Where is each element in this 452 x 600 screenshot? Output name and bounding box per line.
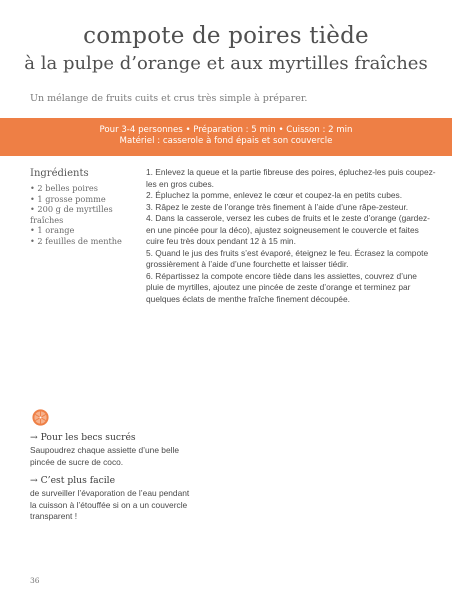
orange-slice-icon	[32, 409, 49, 426]
step-2: 2. Épluchez la pomme, enlevez le cœur et coupez-la en petits cubes.	[146, 190, 403, 200]
info-banner	[0, 118, 452, 156]
step-6: 6. Répartissez la compote encore tiède dans les assiettes, couvrez d’une pluie de myrtilles, ajoutez une pincée de zeste d’orange et terminez par quelques éclats de menthe fraîche finement découpée.	[146, 270, 417, 304]
tip-1-text: Saupoudrez chaque assiette d’une belle pincée de sucre de coco.	[30, 445, 179, 467]
step-1: 1. Enlevez la queue et la partie fibreuse des poires, épluchez-les puis coupez-les en gros cubes.	[146, 167, 436, 189]
tip-1-title: → Pour les becs sucrés	[30, 432, 136, 443]
ingredient-item: • 200 g de myrtilles fraîches	[30, 204, 113, 225]
step-3: 3. Râpez le zeste de l’orange très finement à l’aide d’une râpe-zesteur.	[146, 201, 409, 212]
page-number: 36	[30, 576, 40, 585]
intro-text: Un mélange de fruits cuits et crus très simple à préparer.	[30, 93, 308, 104]
ingredient-item: • 2 belles poires	[30, 183, 98, 193]
banner-equipment-line: Matériel : casserole à fond épais et son couvercle	[119, 136, 333, 146]
step-5: 5. Quand le jus des fruits s’est évaporé, éteignez le feu. Écrasez la compote grossièrement à l’aide d’une fourchette et laisser tiédir.	[146, 247, 429, 269]
step-4: 4. Dans la casserole, versez les cubes de fruits et le zeste d’orange (gardez-en une pincée pour la déco), ajustez soigneusement le couvercle et faites cuire feu très doux pendant 12 à 15 min.	[146, 213, 430, 246]
tip-2-title: → C’est plus facile	[30, 475, 116, 486]
ingredient-item: • 1 orange	[30, 225, 75, 235]
tip-2-text: de surveiller l’évaporation de l’eau pendant la cuisson à l’étouffée si on a un couvercle transparent !	[30, 488, 190, 521]
ingredients-list	[30, 183, 130, 246]
instructions	[146, 167, 436, 305]
page-title: compote de poires tiède	[83, 23, 369, 49]
ingredients-heading: Ingrédients	[30, 168, 89, 179]
page-subtitle: à la pulpe d’orange et aux myrtilles fraîches	[24, 53, 428, 74]
ingredient-item: • 1 grosse pomme	[30, 193, 106, 204]
banner-servings-line: Pour 3-4 personnes • Préparation : 5 min • Cuisson : 2 min	[99, 125, 353, 135]
ingredient-item: • 2 feuilles de menthe	[30, 235, 122, 246]
